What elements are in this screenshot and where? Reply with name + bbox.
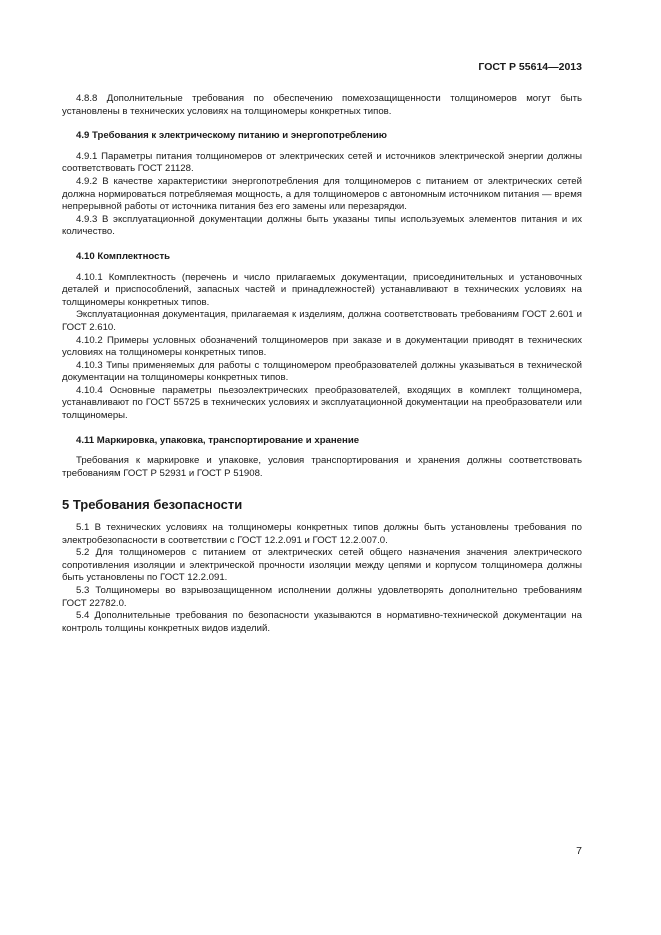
paragraph-4-10-2: 4.10.2 Примеры условных обозначений толщиномеров при заказе и в документации приводят в технических условиях на толщиномеры конкретных типов.: [62, 334, 582, 359]
paragraph-4-10-1-docs: Эксплуатационная документация, прилагаемая к изделиям, должна соответствовать требованиям ГОСТ 2.601 и ГОСТ 2.610.: [62, 309, 582, 333]
paragraph-4-10-1: 4.10.1 Комплектность (перечень и число прилагаемых документации, присоединительных и установочных деталей и приспособлений, запасных частей и принадлежностей) устанавливают в технических условиях на толщиномеры конкретных типов.: [62, 271, 582, 308]
paragraph-4-10-3: 4.10.3 Типы применяемых для работы с толщиномером преобразователей должны указываться в технической документации на толщиномеры конкретных типов.: [62, 359, 582, 384]
paragraph-5-1: 5.1 В технических условиях на толщиномеры конкретных типов должны быть установлены требования по электробезопасности в соответствии с ГОСТ 12.2.091 и ГОСТ 12.2.007.0.: [62, 522, 582, 546]
paragraph-4-10-4: 4.10.4 Основные параметры пьезоэлектрических преобразователей, входящих в комплект толщиномера, устанавливают по ГОСТ 55725 в технических условиях и эксплуатационной документации на преобразователи или толщиномеры.: [62, 384, 582, 422]
paragraph-4-9-2: 4.9.2 В качестве характеристики энергопотребления для толщиномеров с питанием от электрических сетей должна нормироваться потребляемая мощность, а для толщиномеров с автономным источником питания — время непрерывной работы от источника питания без его замены или перезарядки.: [62, 175, 582, 213]
section-5-title: 5 Требования безопасности: [62, 497, 243, 513]
document-body: [62, 90, 582, 635]
heading-4-11: 4.11 Маркировка, упаковка, транспортирование и хранение: [76, 434, 360, 446]
paragraph-4-8-8: 4.8.8 Дополнительные требования по обеспечению помехозащищенности толщиномеров могут быть установлены в технических условиях на толщиномеры конкретных типов.: [62, 93, 582, 117]
paragraph-5-4: 5.4 Дополнительные требования по безопасности указываются в нормативно-технической документации на контроль толщины конкретных видов изделий.: [62, 610, 582, 634]
paragraph-4-11: Требования к маркировке и упаковке, условия транспортирования и хранения должны соответствовать требованиям ГОСТ Р 52931 и ГОСТ Р 51908.: [62, 455, 582, 479]
paragraph-4-9-3: 4.9.3 В эксплуатационной документации должны быть указаны типы используемых элементов питания и их количество.: [62, 213, 582, 238]
page-number: 7: [576, 845, 582, 857]
heading-4-10: 4.10 Комплектность: [76, 250, 171, 262]
heading-4-9: 4.9 Требования к электрическому питанию и энергопотреблению: [76, 130, 387, 142]
document-id-header: ГОСТ Р 55614—2013: [478, 61, 582, 73]
paragraph-5-3: 5.3 Толщиномеры во взрывозащищенном исполнении должны удовлетворять дополнительно требованиям ГОСТ 22782.0.: [62, 585, 582, 609]
paragraph-5-2: 5.2 Для толщиномеров с питанием от электрических сетей общего назначения значения электрического сопротивления изоляции и электрической прочности изоляции между цепями и корпусом толщиномера должны быть установлены по ГОСТ 12.2.091.: [62, 547, 582, 584]
paragraph-4-9-1: 4.9.1 Параметры питания толщиномеров от электрических сетей и источников электрической энергии должны соответствовать ГОСТ 21128.: [62, 150, 582, 175]
